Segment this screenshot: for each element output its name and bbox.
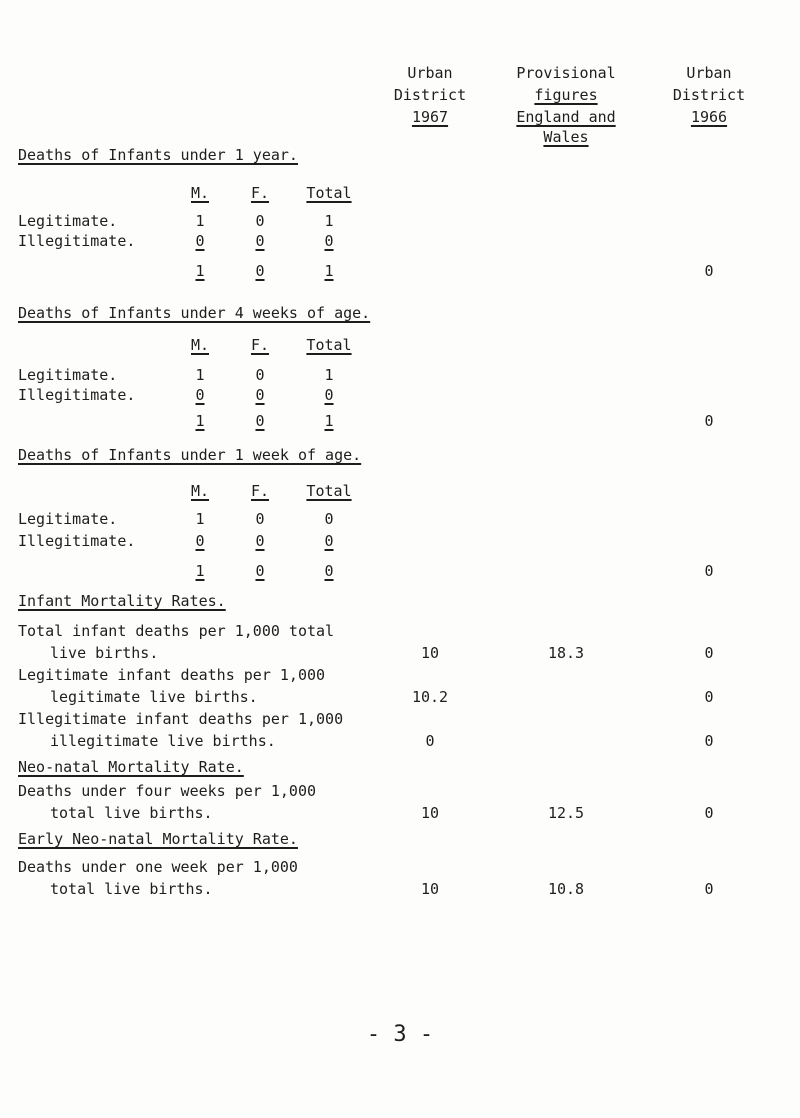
row-label: Legitimate. [18,366,118,384]
cell-f: 0 [255,212,265,230]
prev-year-value: 0 [704,412,714,430]
rate-value-1967: 0 [425,732,435,750]
cell-total: 0 [324,510,334,528]
cell-f: 0 [255,510,265,528]
cell-total: 0 [324,532,334,550]
rate-label-line2: illegitimate live births. [50,732,276,750]
rate-value-1967: 10 [420,880,440,898]
sum-f: 0 [255,562,265,580]
col2-line2: figures [534,86,598,104]
head-f: F. [250,184,270,202]
col3-line1: Urban [686,64,732,82]
sum-f: 0 [255,412,265,430]
rate-label-line1: Legitimate infant deaths per 1,000 [18,666,326,684]
cell-m: 0 [195,532,205,550]
rate-label-line1: Deaths under four weeks per 1,000 [18,782,317,800]
cell-f: 0 [255,232,265,250]
col1-line1: Urban [407,64,453,82]
cell-m: 1 [195,366,205,384]
cell-m: 0 [195,386,205,404]
rate-label-line2: total live births. [50,804,213,822]
col3-year: 1966 [690,108,728,126]
rate-value-1967: 10 [420,804,440,822]
rate-label-line2: legitimate live births. [50,688,258,706]
head-m: M. [190,336,210,354]
head-f: F. [250,336,270,354]
neo-natal-title: Neo-natal Mortality Rate. [18,758,244,776]
cell-m: 0 [195,232,205,250]
sum-m: 1 [195,262,205,280]
sum-total: 1 [324,412,334,430]
row-label: Illegitimate. [18,232,136,250]
rate-value-england: 10.8 [547,880,585,898]
sum-f: 0 [255,262,265,280]
page-number: - 3 - [366,1022,434,1047]
row-label: Legitimate. [18,510,118,528]
head-m: M. [190,184,210,202]
cell-total: 0 [324,386,334,404]
head-total: Total [306,184,352,202]
cell-f: 0 [255,532,265,550]
head-f: F. [250,482,270,500]
rate-label-line1: Illegitimate infant deaths per 1,000 [18,710,344,728]
prev-year-value: 0 [704,562,714,580]
col1-line2: District [393,86,467,104]
rate-label-line1: Deaths under one week per 1,000 [18,858,298,876]
rate-value-1966: 0 [704,688,714,706]
section-title-under-1-year: Deaths of Infants under 1 year. [18,146,298,164]
cell-m: 1 [195,510,205,528]
head-m: M. [190,482,210,500]
row-label: Legitimate. [18,212,118,230]
col2-line3: England and [516,108,616,126]
col2-line1: Provisional [516,64,616,82]
cell-f: 0 [255,386,265,404]
cell-total: 0 [324,232,334,250]
rate-value-1966: 0 [704,732,714,750]
sum-m: 1 [195,562,205,580]
sum-m: 1 [195,412,205,430]
cell-f: 0 [255,366,265,384]
rate-value-1967: 10 [420,644,440,662]
rate-value-1967: 10.2 [411,688,449,706]
rate-value-1966: 0 [704,804,714,822]
rate-value-1966: 0 [704,880,714,898]
rate-label-line2: total live births. [50,880,213,898]
early-neo-natal-title: Early Neo-natal Mortality Rate. [18,830,298,848]
rate-value-1966: 0 [704,644,714,662]
sum-total: 0 [324,562,334,580]
section-title-under-4-weeks: Deaths of Infants under 4 weeks of age. [18,304,371,322]
sum-total: 1 [324,262,334,280]
prev-year-value: 0 [704,262,714,280]
section-title-under-1-week: Deaths of Infants under 1 week of age. [18,446,362,464]
row-label: Illegitimate. [18,386,136,404]
head-total: Total [306,336,352,354]
col3-line2: District [672,86,746,104]
rate-label-line2: live births. [50,644,159,662]
cell-total: 1 [324,366,334,384]
row-label: Illegitimate. [18,532,136,550]
rate-value-england: 18.3 [547,644,585,662]
col2-line4: Wales [543,128,589,146]
imr-title: Infant Mortality Rates. [18,592,226,610]
cell-m: 1 [195,212,205,230]
head-total: Total [306,482,352,500]
rate-label-line1: Total infant deaths per 1,000 total [18,622,335,640]
cell-total: 1 [324,212,334,230]
col1-year: 1967 [411,108,449,126]
rate-value-england: 12.5 [547,804,585,822]
